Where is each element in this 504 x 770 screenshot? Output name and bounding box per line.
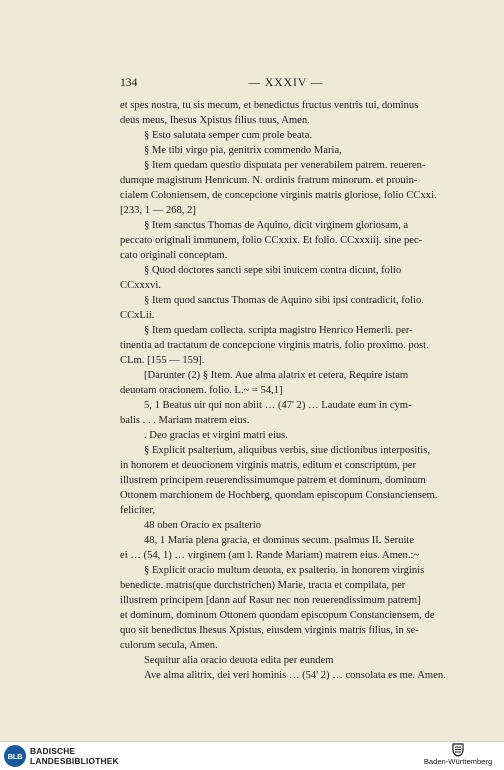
state-name: Baden-Württemberg [423,757,493,766]
text-line: culorum secula, Amen. [120,640,218,651]
text-line: CCxxxvi. [120,280,161,291]
text-line: deuotam oracionem. folio. L.~ = 54,1] [120,385,283,396]
text-line: deus meus, Ihesus Xpistus filius tuus, Amen. [120,115,310,126]
library-name-line2: LANDESBIBLIOTHEK [30,756,119,766]
text-line: feliciter, [120,505,156,516]
library-name[interactable] [30,746,119,766]
text-line: tinentia ad tractatum de concepcione virginis matris, folio proximo. post. [120,340,429,351]
text-line: 5, 1 Beatus uir qui non abiit … (47' 2) … Laudate eum in cym- [144,400,412,411]
text-line: Sequitur alia oracio deuota edita per eundem [144,655,334,666]
text-line: § Item sanctus Thomas de Aquino, dicit virginem gloriosam, a [144,220,409,231]
text-line: balis . . . Mariam matrem eius. [120,415,250,426]
library-footer [0,741,504,770]
page-header [120,76,452,92]
text-line: illustrem principem [dann auf Rasur nec non reuerendissimum patrem] [120,595,421,606]
text-line: [233, 1 — 268, 2] [120,205,196,216]
text-line: et dominum, dominum Ottonem quondam episcopum Constanciensem, de [120,610,435,621]
text-line: in honorem et deuocionem virginis matris, editum et conscriptum, per [120,460,417,471]
text-line: § Quod doctores sancti sepe sibi inuicem contra dicunt, folio [144,265,402,276]
text-line: CCxLii. [120,310,155,321]
text-line: § Esto salutata semper cum prole beata. [144,130,312,141]
text-line: ei … (54, 1) … virginem (am l. Rande Mariam) matrem eius. Amen.:~ [120,550,420,561]
text-line: peccato originali immunem, folio CCxxix. Et folio. CCxxxiij. sine pec- [120,235,423,246]
baden-wuerttemberg-logo[interactable] [418,743,498,769]
library-name-line1: BADISCHE [30,746,76,756]
text-line: § Explicit oracio multum deuota, ex psalterio. in honorem virginis [144,565,425,576]
text-line: § Item quedam collecta. scripta magistro Henrico Hemerli. per- [144,325,413,336]
text-line: 48 oben Oracio ex psalterio [144,520,262,531]
crest-icon [452,743,464,757]
page-number: 134 [120,76,138,89]
text-line: dumque magistrum Henricum. N. ordinis fratrum minorum. et prouin- [120,175,418,186]
text-line: cialem Coloniensem, de concepcione virginis matris gloriose, folio CCxxi. [120,190,437,201]
text-line: 48, 1 Maria plena gracia, et dominus secum. psalmus II. Seruite [144,535,415,546]
text-line: et spes nostra, tu sis mecum, et benedictus fructus ventris tui, dominus [120,100,419,111]
text-line: quo sit benedictus Ihesus Xpistus, eiusdem virginis matris filius, in se- [120,625,419,636]
text-line: § Item quedam questio disputata per venerabilem patrem. reueren- [144,160,426,171]
text-line: CLm. [155 — 159]. [120,355,205,366]
text-line: [Darunter (2) § Item. Aue alma alatrix et cetera, Require istam [144,370,409,381]
text-line: § Item quod sanctus Thomas de Aquino sibi ipsi contradicit, folio. [144,295,424,306]
text-line: § Me tibi virgo pia, genitrix commendo Maria, [144,145,342,156]
running-head: — XXXIV — [248,76,324,89]
text-line: cato originali conceptam. [120,250,228,261]
text-line: § Explicit psalterium, aliquibus verbis, siue dictionibus interpositis, [144,445,431,456]
text-line: Ave alma alitrix, dei veri hominis … (54' 2) … consolata es me. Amen. [144,670,446,681]
text-line: . Deo gracias et virgini matri eius. [144,430,288,441]
text-line: illustrem principem reuerendissimumque patrem et dominum, dominum [120,475,426,486]
text-line: Ottonem marchionem de Hochberg, quondam episcopum Constanciensem. [120,490,438,501]
body-text [120,98,453,683]
blb-logo[interactable]: BLB [4,745,26,767]
text-line: benedicte. matris(que durchstrichen) Marie, tracta et compilata, per [120,580,406,591]
